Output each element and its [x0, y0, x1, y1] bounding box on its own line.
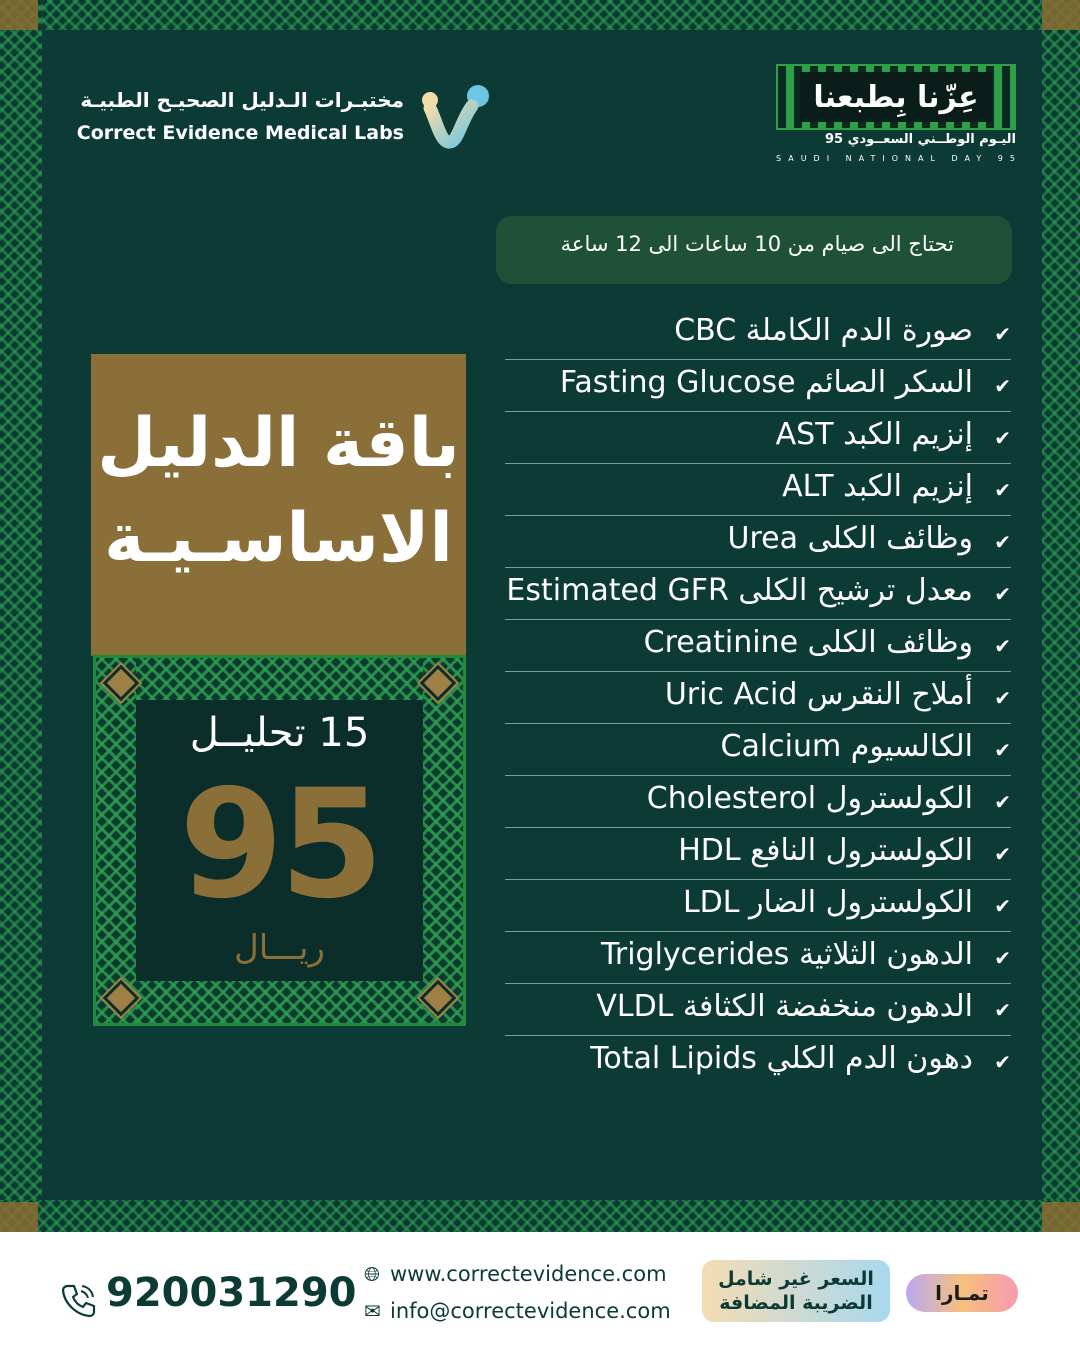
lab-logo-icon	[414, 82, 492, 152]
test-item	[505, 308, 1011, 360]
price-content	[136, 700, 423, 981]
lab-logo	[70, 80, 500, 160]
price-pattern-left	[96, 658, 136, 1023]
check-icon: ✔	[994, 686, 1011, 710]
check-icon: ✔	[994, 790, 1011, 814]
national-day-arabic-line: اليـوم الوطــني السعــودي 95	[824, 132, 1016, 147]
test-label: دهون الدم الكلي Total Lipids	[590, 1041, 973, 1076]
national-day-badge	[776, 64, 1022, 174]
test-item	[505, 568, 1011, 620]
check-icon: ✔	[994, 582, 1011, 606]
test-item	[505, 828, 1011, 880]
price-pattern-top	[96, 658, 463, 700]
package-title-line2: الاساسـيـة	[104, 499, 453, 578]
price-pattern-right	[423, 658, 463, 1023]
test-item	[505, 1036, 1011, 1088]
test-label: الكولسترول الضار LDL	[682, 885, 973, 920]
test-item	[505, 412, 1011, 464]
price-block	[93, 655, 466, 1026]
website-row	[364, 1262, 667, 1286]
top-pattern-border	[0, 0, 1080, 30]
test-label: معدل ترشيح الكلى Estimated GFR	[506, 573, 973, 608]
national-day-slogan: عِزّنا بِطبعنا	[800, 72, 992, 122]
fasting-note: تحتاج الى صيام من 10 ساعات الى 12 ساعة	[496, 216, 1012, 284]
check-icon: ✔	[994, 998, 1011, 1022]
lab-name-english: Correct Evidence Medical Labs	[76, 122, 404, 144]
package-title-block	[91, 354, 466, 656]
bottom-pattern-border	[0, 1200, 1080, 1232]
test-item	[505, 516, 1011, 568]
test-item	[505, 984, 1011, 1036]
corner-ornament	[0, 0, 38, 30]
test-item	[505, 932, 1011, 984]
check-icon: ✔	[994, 634, 1011, 658]
email-row	[364, 1299, 671, 1323]
check-icon: ✔	[994, 894, 1011, 918]
test-item	[505, 464, 1011, 516]
check-icon: ✔	[994, 738, 1011, 762]
corner-ornament	[0, 1202, 38, 1232]
test-label: إنزيم الكبد AST	[775, 417, 973, 452]
tamara-badge: تمـارا	[906, 1274, 1018, 1312]
check-icon: ✔	[994, 426, 1011, 450]
test-label: وظائف الكلى Creatinine	[643, 625, 973, 660]
test-label: الدهون الثلاثية Triglycerides	[600, 937, 973, 972]
check-icon: ✔	[994, 842, 1011, 866]
check-icon: ✔	[994, 478, 1011, 502]
test-item	[505, 672, 1011, 724]
test-label: وظائف الكلى Urea	[727, 521, 973, 556]
test-label: صورة الدم الكاملة CBC	[674, 313, 973, 348]
test-label: الكولسترول النافع HDL	[678, 833, 973, 868]
price-amount: 95	[179, 758, 380, 932]
test-item	[505, 724, 1011, 776]
vat-line1: السعر غير شامل	[718, 1268, 874, 1290]
check-icon: ✔	[994, 530, 1011, 554]
test-item	[505, 360, 1011, 412]
national-day-pattern-frame	[776, 64, 1016, 130]
phone-icon	[58, 1280, 98, 1320]
phone-number[interactable]: 920031290	[106, 1270, 357, 1316]
globe-icon: 🌐︎	[364, 1262, 380, 1286]
test-label: السكر الصائم Fasting Glucose	[559, 365, 973, 400]
check-icon: ✔	[994, 1050, 1011, 1074]
right-pattern-border	[1042, 0, 1080, 1230]
price-pattern-bottom	[96, 981, 463, 1023]
check-icon: ✔	[994, 374, 1011, 398]
lab-name-arabic: مختبـرات الـدليل الصحيـح الطبيـة	[80, 88, 404, 112]
national-day-english-line: SAUDI NATIONAL DAY 95	[776, 154, 1022, 163]
test-item	[505, 620, 1011, 672]
test-label: إنزيم الكبد ALT	[782, 469, 973, 504]
vat-notice	[702, 1260, 890, 1322]
tests-list	[505, 308, 1011, 1088]
test-item	[505, 880, 1011, 932]
test-item	[505, 776, 1011, 828]
package-title-line1: باقة الدليل	[97, 404, 460, 483]
corner-ornament	[1042, 1202, 1080, 1232]
corner-ornament	[1042, 0, 1080, 30]
website-link[interactable]: www.correctevidence.com	[390, 1262, 667, 1286]
test-label: الكولسترول Cholesterol	[646, 781, 973, 816]
mail-icon: ✉	[364, 1299, 381, 1323]
tests-count: 15 تحليــل	[189, 710, 370, 756]
left-pattern-border	[0, 0, 42, 1230]
test-label: أملاح النقرس Uric Acid	[664, 677, 973, 712]
check-icon: ✔	[994, 946, 1011, 970]
footer	[0, 1232, 1080, 1350]
test-label: الكالسيوم Calcium	[720, 729, 973, 764]
email-link[interactable]: info@correctevidence.com	[390, 1299, 671, 1323]
price-currency: ريـــال	[234, 928, 325, 968]
check-icon: ✔	[994, 322, 1011, 346]
test-label: الدهون منخفضة الكثافة VLDL	[596, 989, 973, 1024]
vat-line2: الضريبة المضافة	[719, 1292, 873, 1314]
